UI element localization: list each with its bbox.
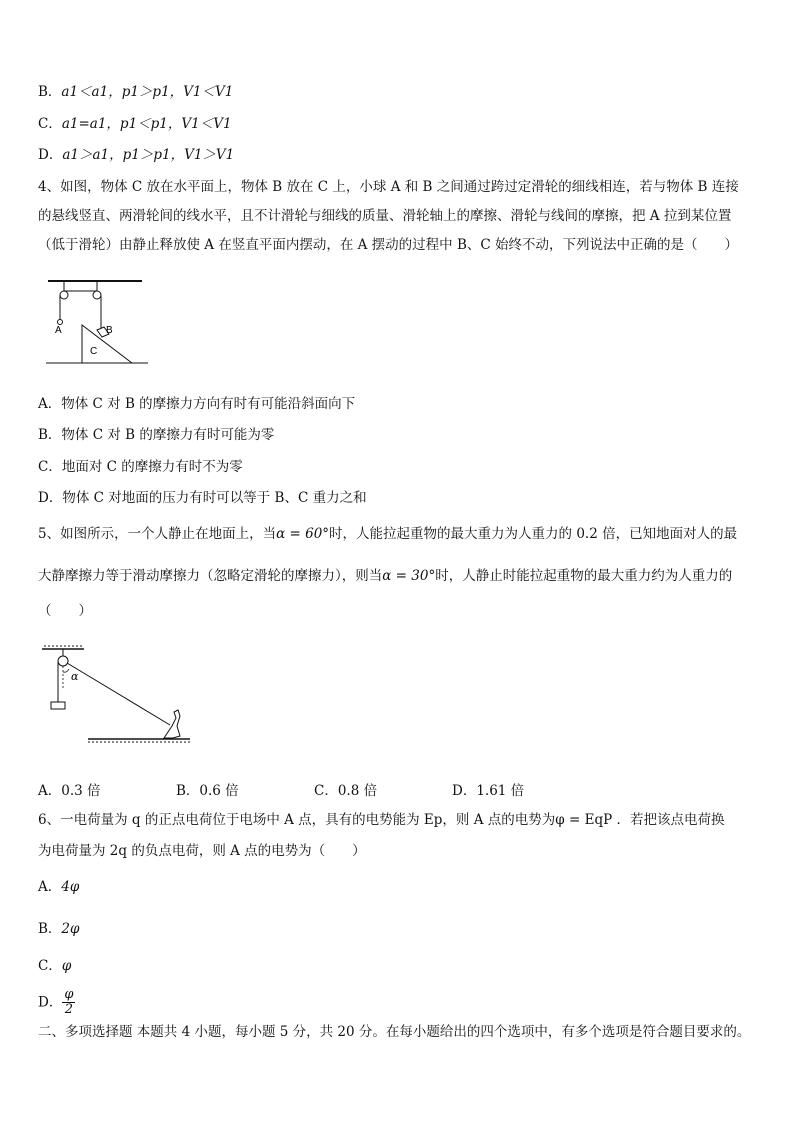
q3-option-d-text: a1＞a1，p1＞p1，V1＞V1 [62, 147, 235, 163]
q5-option-a: A．0.3 倍 [38, 783, 101, 799]
rope-to-person [67, 663, 170, 725]
q3-option-b: B．a1＜a1，p1＞p1，V1＜V1 [38, 84, 234, 100]
q5-stem-line3: （ ） [38, 603, 92, 619]
angle-60: α = 60° [276, 526, 330, 542]
q4-stem-line3: （低于滑轮）由静止释放使 A 在竖直平面内摆动，在 A 摆动的过程中 B、C 始终不动，下列说法中正确的是（ ） [38, 237, 738, 253]
q6-option-c-value: φ [61, 958, 72, 974]
q4-option-d: D．物体 C 对地面的压力有时可以等于 B、C 重力之和 [38, 490, 367, 506]
q5-stem-line1: 5、如图所示，一个人静止在地面上，当α = 60°时，人能拉起重物的最大重力为人重力的 0.2 倍，已知地面对人的最 [38, 526, 738, 542]
label-a: A [55, 325, 62, 336]
q3-option-b-text: a1＜a1，p1＞p1，V1＜V1 [61, 84, 234, 100]
q3-option-d: D．a1＞a1，p1＞p1，V1＞V1 [38, 147, 235, 163]
label-b: B [106, 325, 113, 336]
q3-option-c: C．a1=a1，p1＜p1，V1＜V1 [38, 116, 232, 132]
q6-option-a: A．4φ [38, 879, 80, 895]
section2-heading: 二、多项选择题 本题共 4 小题，每小题 5 分，共 20 分。在每小题给出的四个选项中，有多个选项是符合题目要求的。 [38, 1024, 751, 1040]
alpha-label: α [71, 670, 79, 683]
q6-stem-line1: 6、一电荷量为 q 的正点电荷位于电场中 A 点，具有的电势能为 Ep，则 A 点的电势为φ = EqP ．若把该点电荷换 [38, 812, 725, 828]
person-icon [164, 710, 180, 738]
q6-stem-line2: 为电荷量为 2q 的负点电荷，则 A 点的电势为（ ） [38, 843, 366, 859]
ball-a-icon [58, 320, 63, 325]
q6-option-c: C．φ [38, 958, 72, 974]
pulley-icon [58, 656, 68, 666]
q6-option-b-value: 2φ [61, 921, 80, 937]
weight-box [51, 702, 65, 709]
q6-option-a-value: 4φ [61, 879, 80, 895]
q6-option-b: B．2φ [38, 921, 80, 937]
q5-option-d: D．1.61 倍 [452, 783, 525, 799]
q4-option-a: A．物体 C 对 B 的摩擦力方向有时有可能沿斜面向下 [38, 396, 356, 412]
q6-option-d: D． $\frac{\varphi}{2}$ [38, 987, 74, 1017]
q5-stem-line2: 大静摩擦力等于滑动摩擦力（忽略定滑轮的摩擦力），则当α = 30°时，人静止时能拉起重物的最大重力约为人重力的 [38, 568, 733, 584]
q5-figure [40, 642, 210, 752]
person-pulley-diagram [40, 642, 210, 752]
pulley-left-icon [60, 291, 68, 299]
q4-figure [44, 275, 154, 370]
q4-stem-line2: 的悬线竖直、两滑轮间的线水平，且不计滑轮与细线的质量、滑轮轴上的摩擦、滑轮与线间的摩擦，把 A 拉到某位置 [38, 208, 732, 224]
q4-option-b: B．物体 C 对 B 的摩擦力有时可能为零 [38, 427, 275, 443]
q3-option-c-text: a1=a1，p1＜p1，V1＜V1 [61, 116, 232, 132]
q5-option-b: B．0.6 倍 [176, 783, 239, 799]
q4-stem-line1: 4、如图，物体 C 放在水平面上，物体 B 放在 C 上，小球 A 和 B 之间通过跨过定滑轮的细线相连，若与物体 B 连接 [38, 179, 739, 195]
angle-30: α = 30° [382, 568, 436, 584]
label-c: C [90, 346, 98, 357]
angle-arc [63, 669, 69, 672]
q6-option-d-fraction: $\frac{\varphi}{2}$ [64, 987, 74, 1017]
q5-option-c: C．0.8 倍 [314, 783, 378, 799]
q4-option-c: C．地面对 C 的摩擦力有时不为零 [38, 459, 243, 475]
pulley-right-icon [93, 291, 101, 299]
pulley-incline-diagram [44, 275, 154, 370]
